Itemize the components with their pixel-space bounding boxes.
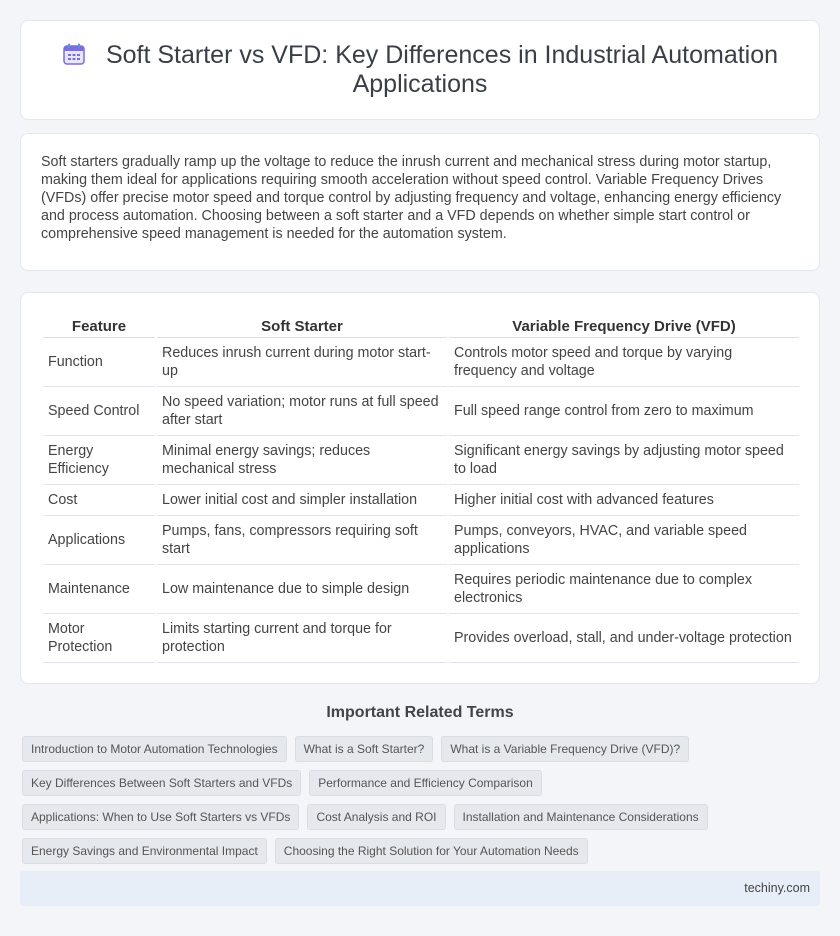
footer-site-name[interactable]: techiny.com [744, 881, 810, 895]
table-cell-vfd: Higher initial cost with advanced features [448, 485, 799, 516]
related-term-tag[interactable]: Installation and Maintenance Considerations [454, 804, 708, 830]
table-cell-vfd: Provides overload, stall, and under-voltage protection [448, 614, 799, 663]
related-term-tag[interactable]: Energy Savings and Environmental Impact [22, 838, 267, 864]
table-cell-vfd: Pumps, conveyors, HVAC, and variable speed applications [448, 516, 799, 565]
comparison-table [43, 311, 799, 663]
related-term-tag[interactable]: What is a Variable Frequency Drive (VFD)? [441, 736, 689, 762]
table-row [43, 516, 799, 565]
page-title-text: Soft Starter vs VFD: Key Differences in Industrial Automation Applications [105, 41, 779, 98]
table-row [43, 614, 799, 663]
table-cell-feature: Cost [43, 485, 156, 516]
table-row [43, 485, 799, 516]
table-cell-vfd: Significant energy savings by adjusting motor speed to load [448, 436, 799, 485]
table-cell-soft-starter: No speed variation; motor runs at full speed after start [156, 387, 448, 436]
table-cell-soft-starter: Minimal energy savings; reduces mechanical stress [156, 436, 448, 485]
table-cell-soft-starter: Reduces inrush current during motor start-up [156, 338, 448, 387]
related-term-tag[interactable]: Applications: When to Use Soft Starters vs VFDs [22, 804, 299, 830]
table-cell-feature: Maintenance [43, 565, 156, 614]
table-cell-soft-starter: Limits starting current and torque for protection [156, 614, 448, 663]
calendar-icon [62, 42, 86, 66]
header-soft-starter: Soft Starter [156, 311, 448, 338]
related-term-tag[interactable]: Choosing the Right Solution for Your Automation Needs [275, 838, 588, 864]
table-row [43, 387, 799, 436]
table-row [43, 565, 799, 614]
table-cell-feature: Applications [43, 516, 156, 565]
table-cell-soft-starter: Lower initial cost and simpler installation [156, 485, 448, 516]
title-card [20, 20, 820, 120]
related-term-tag[interactable]: Introduction to Motor Automation Technologies [22, 736, 287, 762]
table-row [43, 338, 799, 387]
table-cell-soft-starter: Pumps, fans, compressors requiring soft start [156, 516, 448, 565]
related-term-tag[interactable]: Performance and Efficiency Comparison [309, 770, 542, 796]
comparison-card [20, 292, 820, 684]
title-wrap [50, 41, 790, 99]
related-term-tag[interactable]: Key Differences Between Soft Starters and VFDs [22, 770, 301, 796]
table-cell-vfd: Controls motor speed and torque by varying frequency and voltage [448, 338, 799, 387]
header-vfd: Variable Frequency Drive (VFD) [448, 311, 799, 338]
related-terms-list [22, 736, 822, 864]
table-header-row [43, 311, 799, 338]
table-cell-soft-starter: Low maintenance due to simple design [156, 565, 448, 614]
header-feature: Feature [43, 311, 156, 338]
table-cell-vfd: Full speed range control from zero to maximum [448, 387, 799, 436]
related-term-tag[interactable]: What is a Soft Starter? [295, 736, 434, 762]
table-row [43, 436, 799, 485]
intro-card [20, 133, 820, 271]
page-title [50, 41, 790, 99]
table-cell-vfd: Requires periodic maintenance due to complex electronics [448, 565, 799, 614]
table-cell-feature: Function [43, 338, 156, 387]
table-cell-feature: Energy Efficiency [43, 436, 156, 485]
table-cell-feature: Speed Control [43, 387, 156, 436]
footer [20, 871, 820, 906]
related-term-tag[interactable]: Cost Analysis and ROI [307, 804, 445, 830]
table-cell-feature: Motor Protection [43, 614, 156, 663]
intro-paragraph: Soft starters gradually ramp up the voltage to reduce the inrush current and mechanical stress during motor startup, making them ideal for applications requiring smooth acceleration without speed control. Variable Frequency Drives (VFDs) offer precise motor speed and torque control by adjusting frequency and voltage, enhancing energy efficiency and process automation. Choosing between a soft starter and a VFD depends on whether simple start control or comprehensive speed management is needed for the automation system. [41, 154, 782, 242]
related-terms-heading: Important Related Terms [326, 704, 514, 721]
